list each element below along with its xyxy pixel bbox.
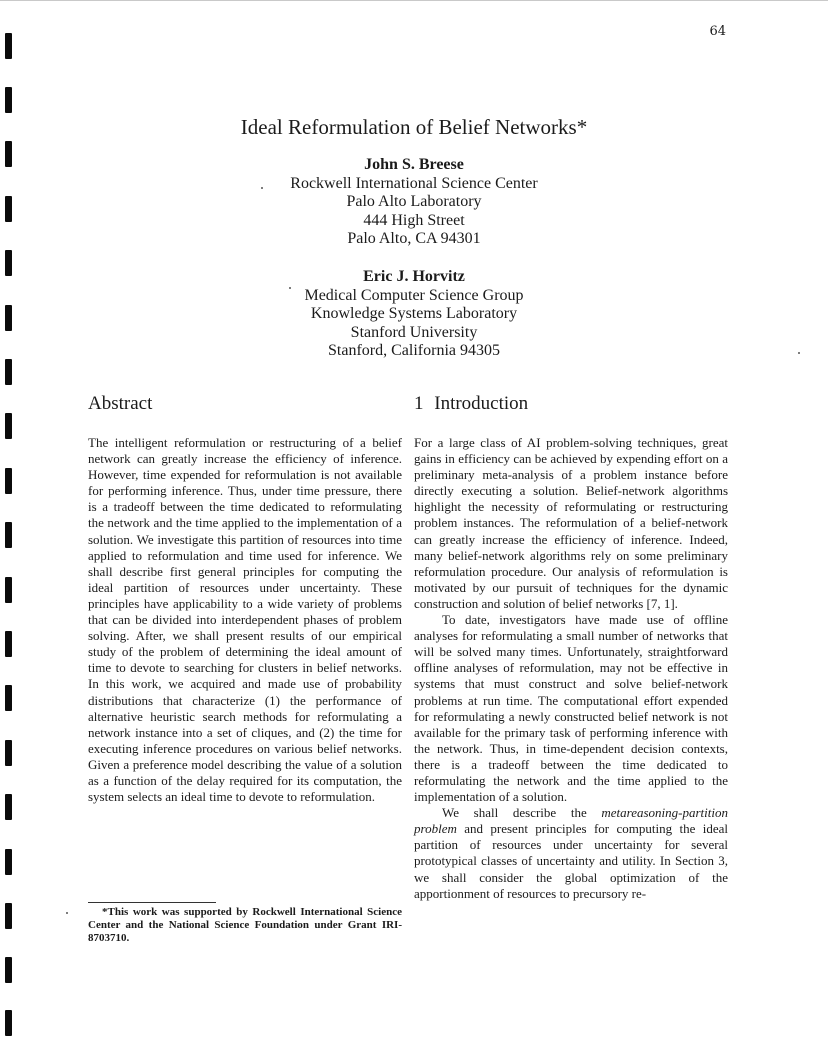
emphasized-term: metareasoning-partition problem <box>414 805 728 837</box>
affiliation-line: Medical Computer Science Group <box>304 286 524 304</box>
introduction-paragraph <box>414 805 728 902</box>
binding-mark <box>5 849 12 875</box>
footnote-rule <box>88 902 216 903</box>
paragraph-text: and present principles for computing the ideal partition of resources under uncertainty for several prototypical classes of uncertainty and utility. In Section 3, we shall consider the global optimization of the apportionment of resources to precursory re- <box>414 821 728 901</box>
scan-speck <box>798 352 800 354</box>
binding-mark <box>5 33 12 59</box>
affiliation-line: 444 High Street <box>363 211 465 229</box>
scan-speck <box>261 187 263 189</box>
scan-speck <box>289 287 291 289</box>
introduction-paragraph: For a large class of AI problem-solving techniques, great gains in efficiency can be achieved by expending effort on a preliminary meta-analysis of a problem instance before directly executing a solution. Belief-network algorithms highlight the necessity of reformulating or restructuring problem instances. The reformulation of a belief-network can greatly increase the efficiency of inference. Indeed, many belief-network algorithms rely on some preliminary reformulation procedure. Our analysis of reformulation is motivated by our pursuit of techniques for the dynamic construction and solution of belief networks [7, 1]. <box>414 435 728 611</box>
introduction-body <box>414 435 728 902</box>
binding-mark <box>5 359 12 385</box>
binding-mark <box>5 903 12 929</box>
affiliation-line: Stanford, California 94305 <box>328 342 500 359</box>
binding-mark <box>5 413 12 439</box>
binding-mark <box>5 794 12 820</box>
binding-mark <box>5 740 12 766</box>
affiliation-line: Stanford University <box>350 323 478 341</box>
affiliation-line: Palo Alto, CA 94301 <box>347 230 481 247</box>
affiliation-line: Knowledge Systems Laboratory <box>310 305 518 322</box>
binding-mark <box>5 522 12 548</box>
binding-mark <box>5 685 12 711</box>
author-name: Eric J. Horvitz <box>363 268 465 285</box>
binding-mark <box>5 577 12 603</box>
page-number: 64 <box>709 24 726 39</box>
scan-speck <box>66 912 68 914</box>
affiliation-line: Rockwell International Science Center <box>290 174 538 192</box>
paragraph-text: We shall describe the <box>442 805 602 821</box>
affiliation-line: Palo Alto Laboratory <box>346 193 482 210</box>
top-rule <box>0 0 828 1</box>
binding-mark <box>5 957 12 983</box>
paper-title: Ideal Reformulation of Belief Networks* <box>240 115 588 139</box>
author-block <box>0 268 828 361</box>
introduction-heading <box>414 393 528 415</box>
binding-mark <box>5 1010 12 1036</box>
author-block <box>0 156 828 249</box>
binding-mark <box>5 87 12 113</box>
abstract-text: The intelligent reformulation or restructuring of a belief network can greatly increase the efficiency of inference. However, time expended for reformulation is not available for performing inference. Thus, under time pressure, there is a tradeoff between the time dedicated to reformulating the network and the time applied to the implementation of a solution. We investigate this partition of resources into time applied to reformulation and time used for inference. We shall describe first general principles for computing the ideal partition of resources under uncertainty. These principles have applicability to a wide variety of problems that can be divided into interdependent phases of problem solving. After, we shall present results of our empirical study of the problem of determining the ideal amount of time to devote to searching for clusters in belief networks. In this work, we acquired and made use of probability distributions that characterize (1) the performance of alternative heuristic search methods for reformulating a network instance into a set of cliques, and (2) the time for executing inference procedures on various belief networks. Given a preference model describing the value of a solution as a function of the delay required for its computation, the system selects an ideal time to devote to reformulation. <box>88 435 402 805</box>
footnote: *This work was supported by Rockwell International Science Center and the National Science Foundation under Grant IRI-8703710. <box>88 906 402 944</box>
author-name: John S. Breese <box>364 156 464 173</box>
binding-mark <box>5 631 12 657</box>
binding-mark <box>5 468 12 494</box>
abstract-heading: Abstract <box>88 393 153 414</box>
introduction-paragraph: To date, investigators have made use of offline analyses for reformulating a small number of networks that will be solved many times. Unfortunately, straightforward offline analyses of reformulation, may not be effective in systems that must construct and solve belief-network problems at run time. The computational effort expended for reformulating a newly constructed belief network is not available for the primary task of performing inference with the network. Thus, in time-dependent decision contexts, there is a tradeoff between the time dedicated to reformulating the network and the time applied to the implementation of a solution. <box>414 612 728 805</box>
section-title: Introduction <box>434 393 529 414</box>
section-number: 1 <box>414 393 424 414</box>
